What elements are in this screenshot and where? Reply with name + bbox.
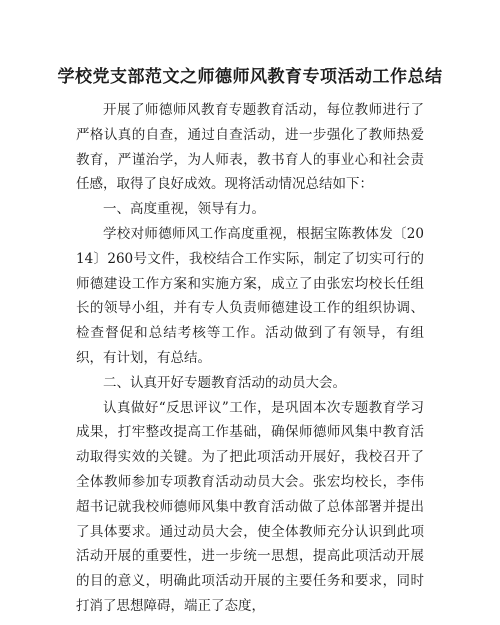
intro-paragraph: 开展了师德师风教育专题教育活动，每位教师进行了严格认真的自查，通过自查活动，进一步强化了教师热爱教育，严谨治学，为人师表，教书育人的事业心和社会责任感，取得了良好成效。现将活动情况总结如下： <box>76 102 424 193</box>
section-1-paragraph: 学校对师德师风工作高度重视，根据宝陈教体发〔2014〕260号文件，我校结合工作实际，制定了切实可行的师德建设工作方案和实施方案，成立了由张宏均校长任组长的领导小组，并有专人负责师德建设工作的组织协调、检查督促和总结考核等工作。活动做到了有领导，有组织，有计划，有总结。 <box>76 225 424 366</box>
document-title: 学校党支部范文之师德师风教育专项活动工作总结 <box>57 67 443 87</box>
document-body <box>76 98 424 619</box>
section-heading-1: 一、高度重视，领导有力。 <box>103 201 265 218</box>
section-2-paragraph: 认真做好“反思评议”工作，是巩固本次专题教育学习成果，打牢整改提高工作基础，确保师德师风集中教育活动取得实效的关键。为了把此项活动开展好，我校召开了全体教师参加专项教育活动动员大会。张宏均校长，李伟超书记就我校师德师风集中教育活动做了总体部署并提出了具体要求。通过动员大会，使全体教师充分认识到此项活动开展的重要性，进一步统一思想，提高此项活动开展的目的意义，明确此项活动开展的主要任务和要求，同时打消了思想障碍，端正了态度， <box>76 399 424 614</box>
section-heading-2: 二、认真开好专题教育活动的动员大会。 <box>103 374 346 391</box>
